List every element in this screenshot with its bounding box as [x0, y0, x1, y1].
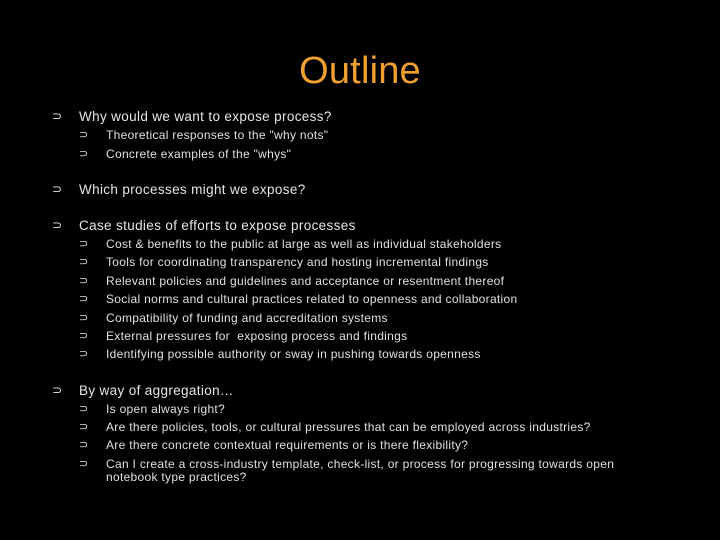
arrow-bullet-icon: ⊃ — [52, 218, 63, 232]
outline-subitem — [79, 256, 646, 269]
outline-item-3 — [52, 217, 356, 234]
slide-title — [0, 50, 720, 93]
outline-subitem — [79, 348, 646, 361]
slide-title-text: Outline — [299, 50, 421, 92]
outline-subitem-text: Compatibility of funding and accreditation systems — [106, 311, 388, 325]
outline-item-4 — [52, 382, 234, 399]
outline-subitem — [79, 275, 646, 288]
outline-subitem — [79, 148, 646, 161]
outline-subitem — [79, 458, 636, 484]
outline-subitem-text: Identifying possible authority or sway in pushing towards openness — [106, 347, 481, 361]
arrow-bullet-icon: ⊃ — [79, 148, 89, 160]
arrow-bullet-icon: ⊃ — [79, 439, 89, 451]
outline-subitem — [79, 293, 646, 306]
outline-subitem-text: Are there concrete contextual requirements or is there flexibility? — [106, 438, 469, 452]
outline-subitem-text: Relevant policies and guidelines and acceptance or resentment thereof — [106, 274, 505, 288]
outline-subitem — [79, 421, 646, 434]
outline-subitem-text: Tools for coordinating transparency and hosting incremental findings — [106, 255, 489, 269]
arrow-bullet-icon: ⊃ — [79, 421, 89, 433]
arrow-bullet-icon: ⊃ — [79, 458, 89, 470]
outline-subitem-text: Theoretical responses to the "why nots" — [106, 128, 329, 142]
outline-subitem-text: Can I create a cross-industry template, check-list, or process for progressing towards open notebook type practices? — [106, 457, 615, 484]
arrow-bullet-icon: ⊃ — [52, 383, 63, 397]
outline-subitem-text: Cost & benefits to the public at large as well as individual stakeholders — [106, 237, 502, 251]
outline-subitem — [79, 439, 646, 452]
arrow-bullet-icon: ⊃ — [52, 182, 63, 196]
arrow-bullet-icon: ⊃ — [79, 312, 89, 324]
arrow-bullet-icon: ⊃ — [79, 129, 89, 141]
outline-subitem-text: Social norms and cultural practices related to openness and collaboration — [106, 292, 518, 306]
outline-item-text: Why would we want to expose process? — [79, 109, 332, 124]
arrow-bullet-icon: ⊃ — [79, 348, 89, 360]
outline-subitem — [79, 403, 646, 416]
arrow-bullet-icon: ⊃ — [79, 293, 89, 305]
arrow-bullet-icon: ⊃ — [79, 275, 89, 287]
arrow-bullet-icon: ⊃ — [79, 238, 89, 250]
outline-item-text: Which processes might we expose? — [79, 182, 306, 197]
outline-subitem — [79, 129, 646, 142]
outline-subitem-text: Are there policies, tools, or cultural pressures that can be employed across industries? — [106, 420, 591, 434]
arrow-bullet-icon: ⊃ — [79, 330, 89, 342]
outline-item-2 — [52, 181, 306, 198]
outline-item-text: Case studies of efforts to expose processes — [79, 218, 356, 233]
outline-subitem-text: Concrete examples of the "whys" — [106, 147, 292, 161]
outline-subitem-text: External pressures for exposing process and findings — [106, 329, 408, 343]
arrow-bullet-icon: ⊃ — [79, 256, 89, 268]
outline-subitem — [79, 330, 646, 343]
outline-item-1 — [52, 108, 332, 125]
arrow-bullet-icon: ⊃ — [52, 109, 63, 123]
arrow-bullet-icon: ⊃ — [79, 403, 89, 415]
outline-subitem-text: Is open always right? — [106, 402, 226, 416]
outline-item-text: By way of aggregation… — [79, 383, 234, 398]
outline-subitem — [79, 238, 646, 251]
outline-subitem — [79, 312, 646, 325]
